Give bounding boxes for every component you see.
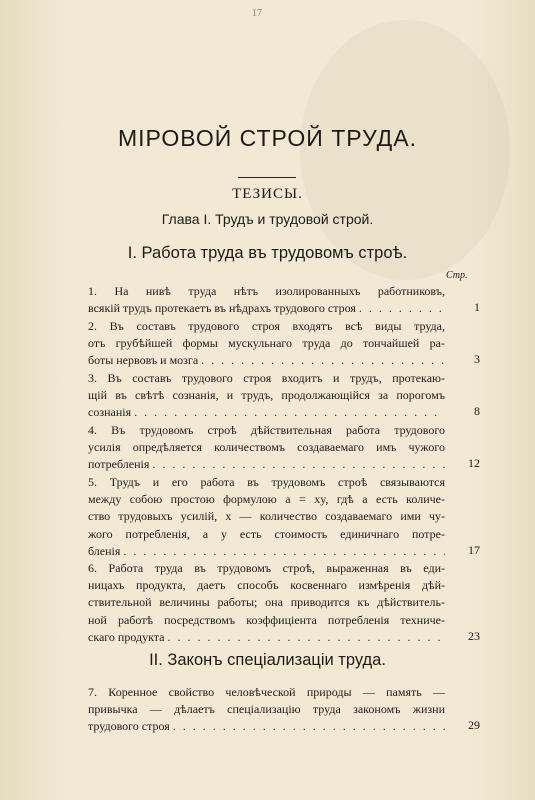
contents-line: сознанія	[88, 405, 132, 420]
contents-line: привычка — дѣлаетъ спеціализацію труда закономъ жизни	[88, 702, 445, 717]
leader-dots	[168, 629, 446, 646]
contents-line: всякій трудъ протекаетъ въ нѣдрахъ трудового строя	[88, 301, 356, 316]
contents-line: потребленія	[88, 457, 150, 472]
contents-line: 2. Въ составъ трудового строя входятъ всѣ виды труда,	[88, 319, 445, 333]
leader-dots	[173, 718, 445, 735]
contents-item-5	[88, 474, 445, 560]
contents-line: жого потребленія, а y есть стоимость единичнаго потре-	[88, 526, 445, 541]
contents-page-number: 3	[474, 352, 480, 366]
page-title: МІРОВОЙ СТРОЙ ТРУДА.	[118, 125, 417, 151]
contents-page-number: 1	[474, 300, 480, 314]
contents-item-6	[88, 560, 445, 646]
contents-item-2	[88, 318, 445, 370]
contents-line: отъ грубѣйшей формы мускульнаго труда до тончайшей ра-	[88, 336, 445, 351]
contents-line: 1. На нивѣ труда нѣтъ изолированныхъ работниковъ,	[88, 284, 445, 298]
section-1-heading: I. Работа труда въ трудовомъ строѣ.	[127, 244, 408, 262]
page-folio: 17	[252, 8, 262, 19]
contents-line: трудового строя	[88, 719, 170, 734]
leader-dots	[201, 352, 445, 369]
contents-page-number: 17	[468, 543, 480, 557]
leader-dots	[359, 300, 445, 317]
contents-line: 3. Въ составъ трудового строя входитъ и трудъ, протекаю-	[88, 371, 445, 385]
contents-item-7	[88, 684, 445, 736]
contents-line: 5. Трудъ и его работа въ трудовомъ строѣ связываются	[88, 475, 445, 489]
contents-line: бленія	[88, 543, 121, 558]
contents-line: щій въ свѣтѣ сознанія, и трудъ, продолжающійся за порогомъ	[88, 388, 445, 403]
contents-line: 4. Въ трудовомъ строѣ дѣйствительная работа трудового	[88, 423, 445, 437]
contents-item-1	[88, 283, 445, 317]
contents-line: 6. Работа труда въ трудовомъ строѣ, выраженная въ еди-	[88, 561, 445, 575]
contents-line: боты нервовъ и мозга	[88, 353, 199, 368]
contents-line: ной работѣ посредствомъ коэффиціента потребленія техниче-	[88, 612, 445, 627]
contents-line: усилія опредѣляется количествомъ создаваемаго имъ чужого	[88, 440, 445, 455]
contents-line: между собою простою формулою a = xy, гдѣ a есть количе-	[88, 492, 445, 507]
contents-page-number: 23	[468, 629, 480, 643]
theses-heading: ТЕЗИСЫ.	[232, 186, 303, 202]
contents-page-number: 8	[474, 404, 480, 418]
contents-page-number: 12	[468, 456, 480, 470]
contents-line: ствительной величины работы; она приводится къ дѣйствитель-	[88, 595, 445, 610]
contents-page-number: 29	[468, 718, 480, 732]
chapter-heading: Глава I. Трудъ и трудовой строй.	[161, 211, 374, 227]
contents-line: ницахъ продукта, даетъ способъ косвеннаго измѣренія дѣй-	[88, 578, 445, 593]
leader-dots	[134, 404, 445, 421]
title-rule	[238, 177, 296, 178]
leader-dots	[123, 543, 445, 560]
contents-line: ство трудовыхъ усилій, x — количество создаваемаго ими чу-	[88, 509, 445, 524]
contents-item-4	[88, 422, 445, 474]
section-2-heading: II. Законъ спеціализаціи труда.	[149, 651, 386, 669]
leader-dots	[152, 456, 445, 473]
page-column-label: Стр.	[446, 270, 468, 281]
contents-line: скаго продукта	[88, 629, 165, 644]
contents-item-3	[88, 370, 445, 422]
contents-line: 7. Коренное свойство человѣческой природы — память —	[88, 685, 445, 699]
